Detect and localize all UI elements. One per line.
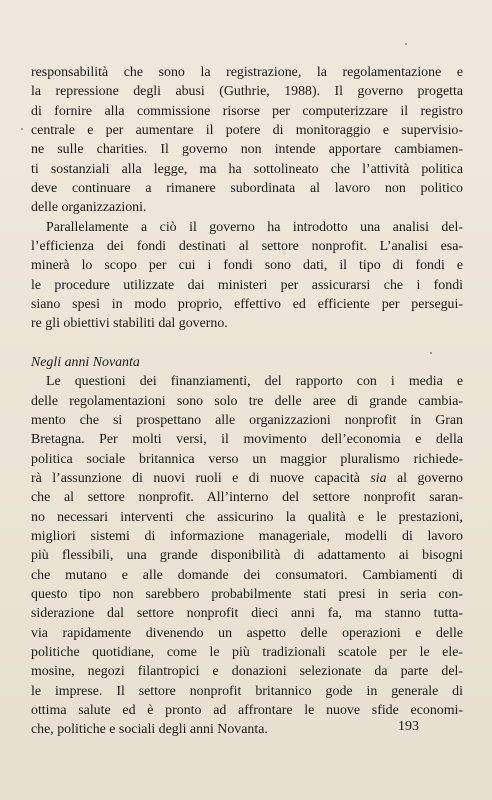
text-line: ottima salute ed è pronto ad affrontare le nuove sfide economi- [31,703,463,718]
text-line: mento che si prospettano alle organizzazioni nonprofit in Gran [31,412,463,428]
text-line: mosine, negozi filantropici e donazioni selezionate da parte del- [31,664,463,680]
emphasis-word: sia [370,470,387,486]
text-line: delle organizzazioni. [31,200,147,216]
text-line: siano spesi in modo proprio, effettivo ed efficiente per persegui- [31,297,463,313]
text-line: centrale e per aumentare il potere di monitoraggio e supervisio- [31,123,463,139]
text-line: di fornire alla commissione risorse per computerizzare il registro [31,103,463,119]
text-line: migliori sistemi di informazione manageriale, modelli di lavoro [31,528,463,544]
paper-speck [21,128,23,130]
page-number: 193 [398,719,419,734]
text-fragment: rà l’assunzione di nuovi ruoli e di nuove capacità [31,470,371,486]
text-line: Bretagna. Per molti versi, il movimento dell’economia e della [31,432,463,448]
text-line: re gli obiettivi stabiliti dal governo. [31,316,228,332]
text-line: responsabilità che sono la registrazione, la regolamentazione e [31,65,463,80]
text-line: l’efficienza dei fondi destinati al settore nonprofit. L’analisi esa- [31,239,463,255]
text-line: le procedure utilizzate dai ministeri per assicurarsi che i fondi [31,277,463,293]
paragraph-1 [31,63,463,218]
text-line: politiche quotidiane, come le più tradizionali scatole per le ele- [31,644,463,660]
text-line: deve continuare a rimanere subordinata al lavoro non politico [31,181,463,197]
text-line: questo tipo non sarebbero probabilmente stati presi in seria con- [31,586,463,602]
paragraph-3 [31,372,463,740]
paper-speck [405,43,407,45]
text-line: più flessibili, una grande disponibilità di adattamento ai bisogni [31,548,463,564]
text-line: no necessari interventi che assicurino la qualità e le prestazioni, [31,509,463,525]
text-line: le imprese. Il settore nonprofit britannico gode in generale di [31,683,463,699]
text-line: Parallelamente a ciò il governo ha introdotto una analisi del- [46,219,463,235]
text-line: siderazione dal settore nonprofit dieci anni fa, ma stanno tutta- [31,606,463,622]
text-line: Le questioni dei finanziamenti, del rapporto con i media e [46,374,463,390]
paragraph-2 [31,218,463,334]
text-line: che, politiche e sociali degli anni Novanta. [31,722,268,738]
text-line: che al settore nonprofit. All’interno del settore nonprofit saran- [31,490,463,506]
text-line: ti sostanziali alla legge, ma ha sottolineato che l’attività politica [31,161,463,177]
body-text [31,63,463,740]
text-line: delle regolamentazioni sono solo tre delle aree di grande cambia- [31,393,463,409]
text-line: politica sociale britannica verso un maggior pluralismo richiede- [31,451,463,467]
text-line-with-emphasis [31,469,463,488]
text-line: minerà lo scopo per cui i fondi sono dati, il tipo di fondi e [31,258,463,274]
text-fragment: al governo [397,470,463,486]
text-line: via rapidamente divenendo un aspetto delle operazioni e delle [31,625,463,641]
text-line: che mutano e alle domande dei consumatori. Cambiamenti di [31,567,463,583]
paper-speck [430,352,432,354]
section-heading: Negli anni Novanta [31,354,140,370]
text-line: la repressione degli abusi (Guthrie, 1988). Il governo progetta [31,84,463,100]
text-line: ne sulle charities. Il governo non intende apportare cambiamen- [31,142,463,158]
